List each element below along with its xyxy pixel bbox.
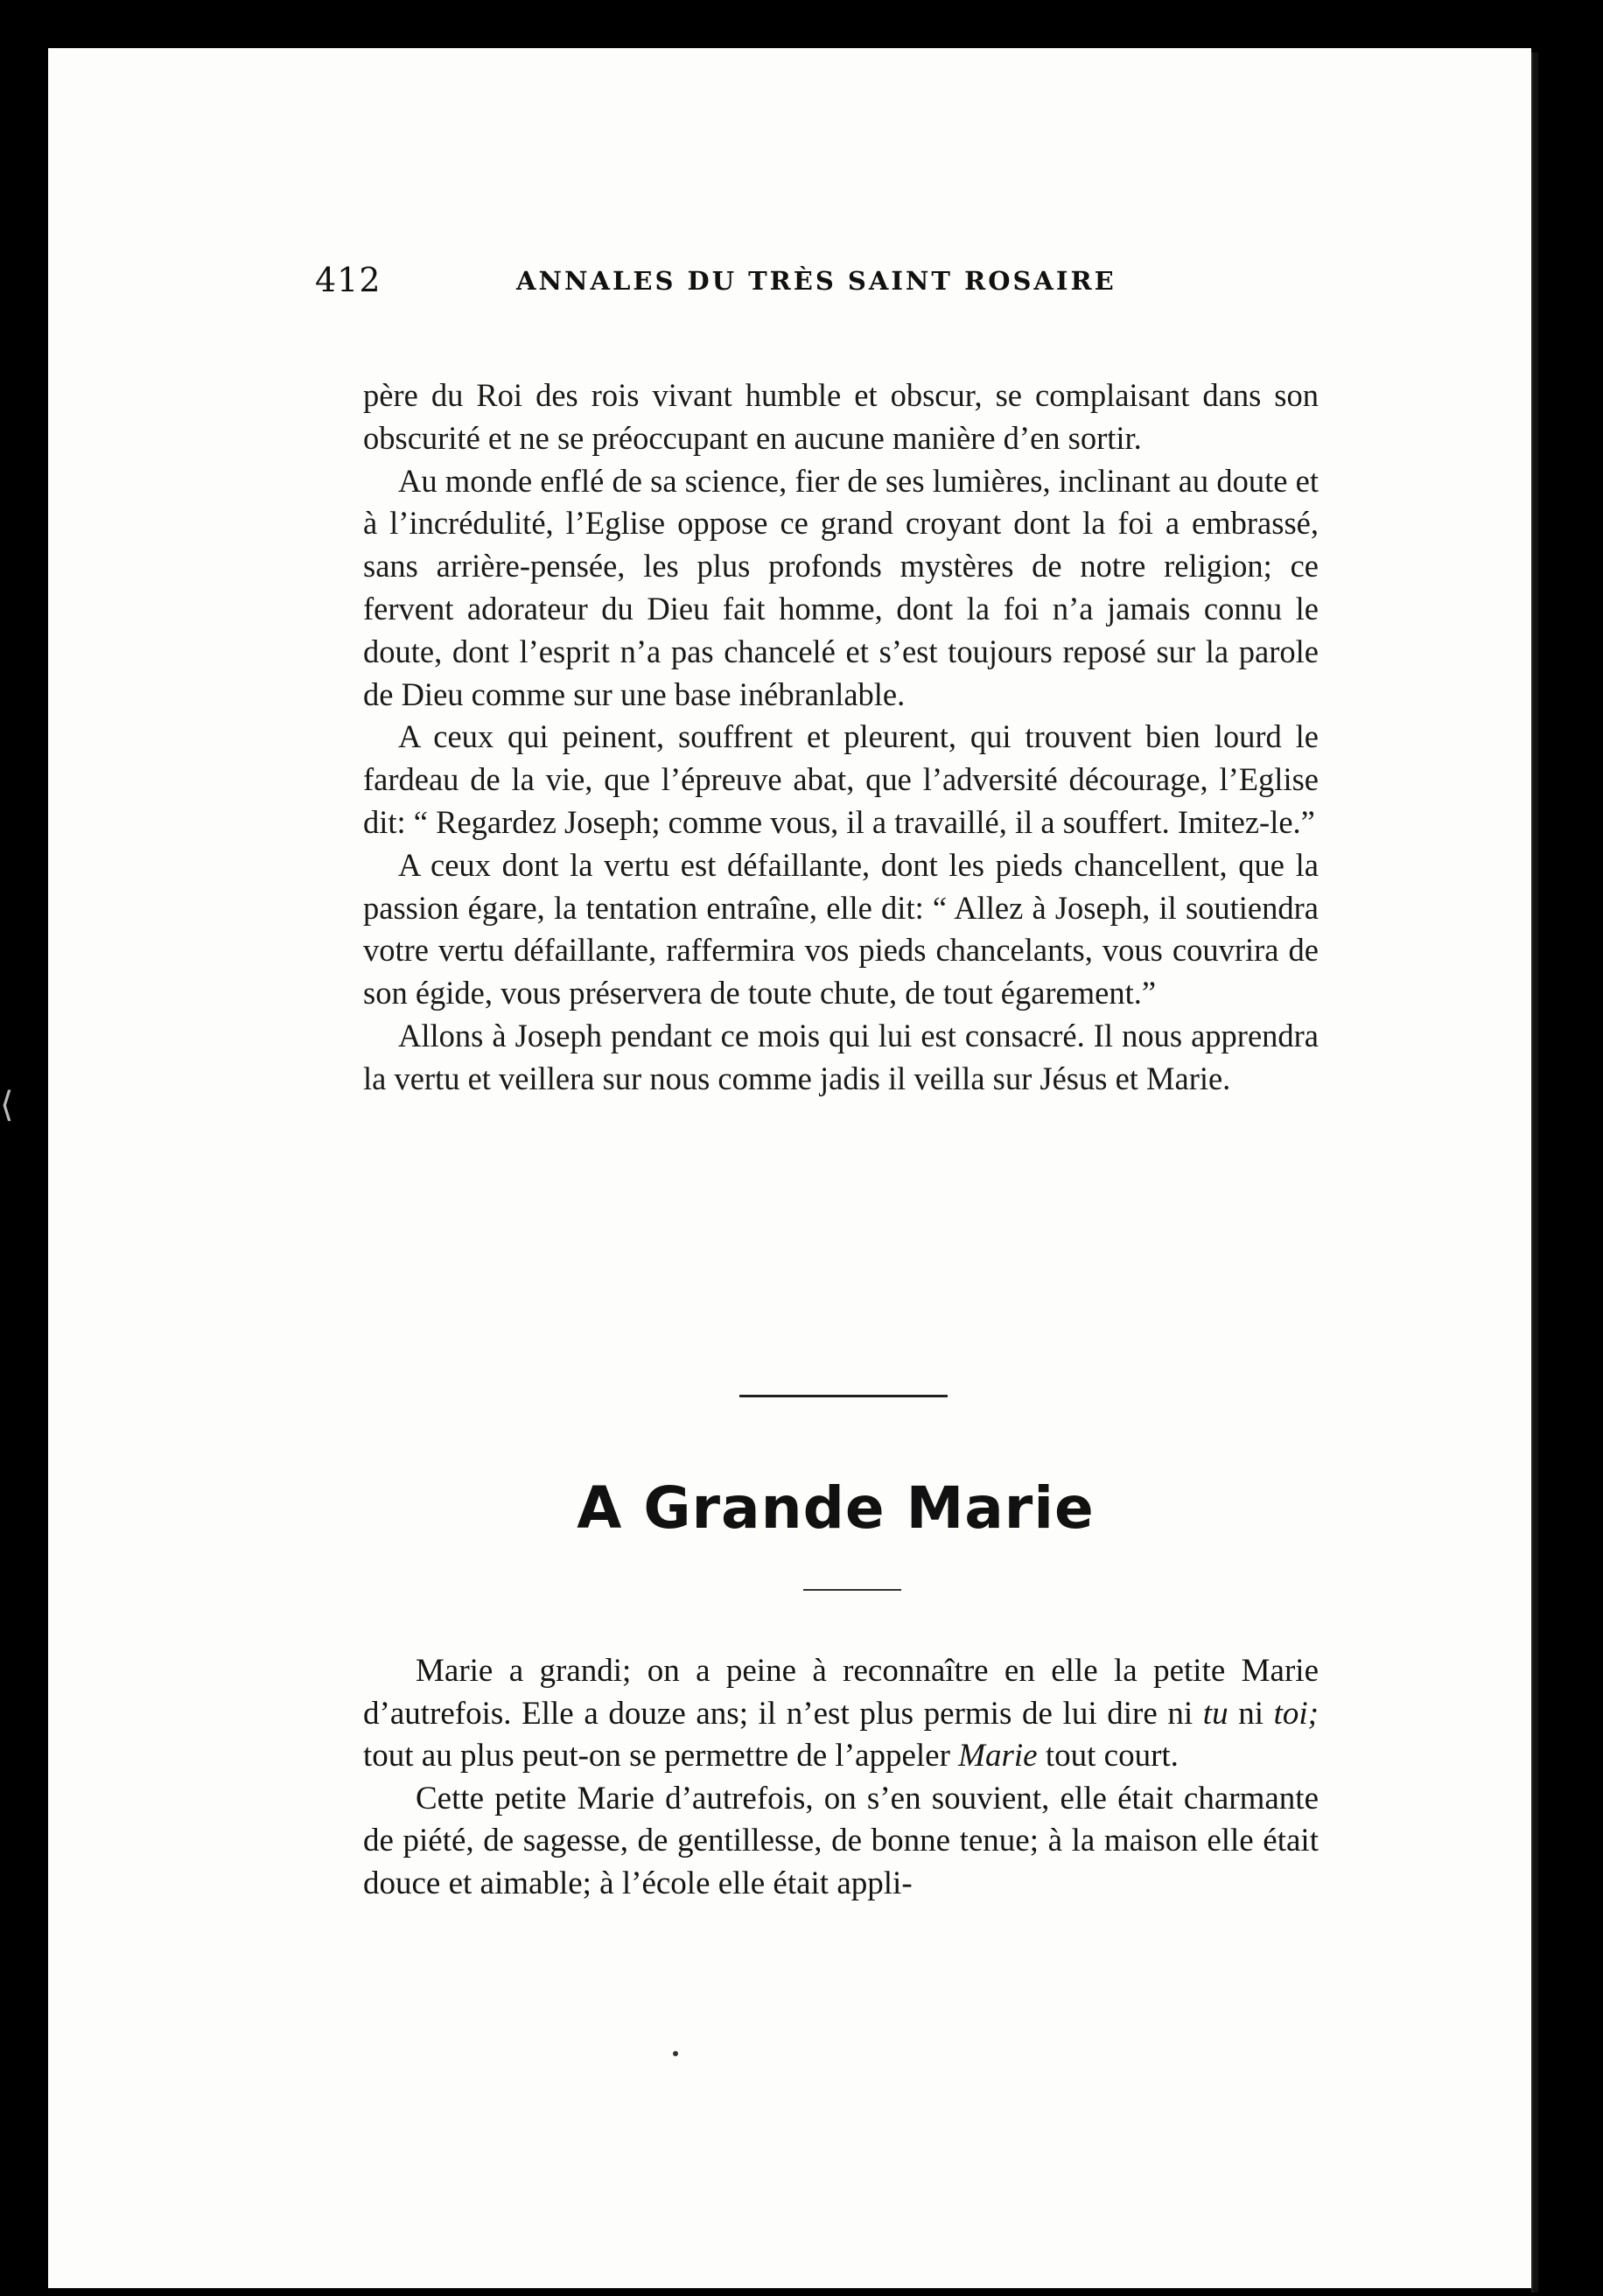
scan-artifact-mark: ⟨ xyxy=(0,1085,14,1125)
text-run: tout court. xyxy=(1037,1738,1179,1774)
page-edge-line xyxy=(1531,52,1538,2292)
facing-page-edge xyxy=(1531,35,1603,2296)
running-title: ANNALES DU TRÈS SAINT ROSAIRE xyxy=(516,266,1116,296)
paragraph xyxy=(363,1650,1319,1778)
italic-word: toi; xyxy=(1273,1695,1320,1732)
body-text-article xyxy=(363,1650,1319,1905)
title-underline xyxy=(803,1589,901,1591)
paragraph: Cette petite Marie d’autrefois, on s’en souvient, elle était charmante de piété, de sagesse, de gentillesse, de bonne tenue; à la maison elle était douce et aimable; à l’école elle était appli- xyxy=(363,1780,1319,1901)
text-run: Marie a grandi; on a peine à reconnaître en elle la petite Marie d’autrefois. Elle a douze ans; il n’est plus permis de lui dire ni xyxy=(363,1653,1319,1732)
italic-word: tu xyxy=(1202,1695,1228,1732)
paragraph: A ceux dont la vertu est défaillante, dont les pieds chancellent, que la passion égare, la tentation entraîne, elle dit: “ Allez à Joseph, il soutiendra votre vertu défaillante, raffermira vos pieds chancelants, vous couvrira de son égide, vous préservera de toute chute, de tout égarement.” xyxy=(363,846,1319,1012)
article-title: A Grande Marie xyxy=(577,1474,1095,1542)
section-divider xyxy=(739,1395,948,1397)
ink-speck xyxy=(673,2051,678,2056)
paragraph: Au monde enflé de sa science, fier de ses lumières, inclinant au doute et à l’incrédulité, l’Eglise oppose ce grand croyant dont la foi a embrassé, sans arrière-pensée, les plus profonds mystères de notre religion; ce fervent adorateur du Dieu fait homme, dont la foi n’a jamais connu le doute, dont l’esprit n’a pas chancelé et s’est toujours reposé sur la parole de Dieu comme sur une base inébranlable. xyxy=(363,462,1319,712)
paragraph: A ceux qui peinent, souffrent et pleurent, qui trouvent bien lourd le fardeau de la vie, que l’épreuve abat, que l’adversité décourage, l’Eglise dit: “ Regardez Joseph; comme vous, il a travaillé, il a souffert. Imitez-le.” xyxy=(363,718,1319,840)
text-run: ni xyxy=(1228,1695,1274,1732)
paragraph: père du Roi des rois vivant humble et obscur, se complaisant dans son obscurité et ne se préoccupant en aucune manière d’en sortir. xyxy=(363,377,1319,456)
text-run: tout au plus peut-on se permettre de l’appeler xyxy=(363,1738,959,1774)
italic-word: Marie xyxy=(958,1738,1038,1774)
paragraph: Allons à Joseph pendant ce mois qui lui est consacré. Il nous apprendra la vertu et veillera sur nous comme jadis il veilla sur Jésus et Marie. xyxy=(363,1017,1319,1096)
page-number: 412 xyxy=(315,261,382,299)
body-text-section-1 xyxy=(363,374,1319,1101)
running-head xyxy=(315,261,1330,313)
